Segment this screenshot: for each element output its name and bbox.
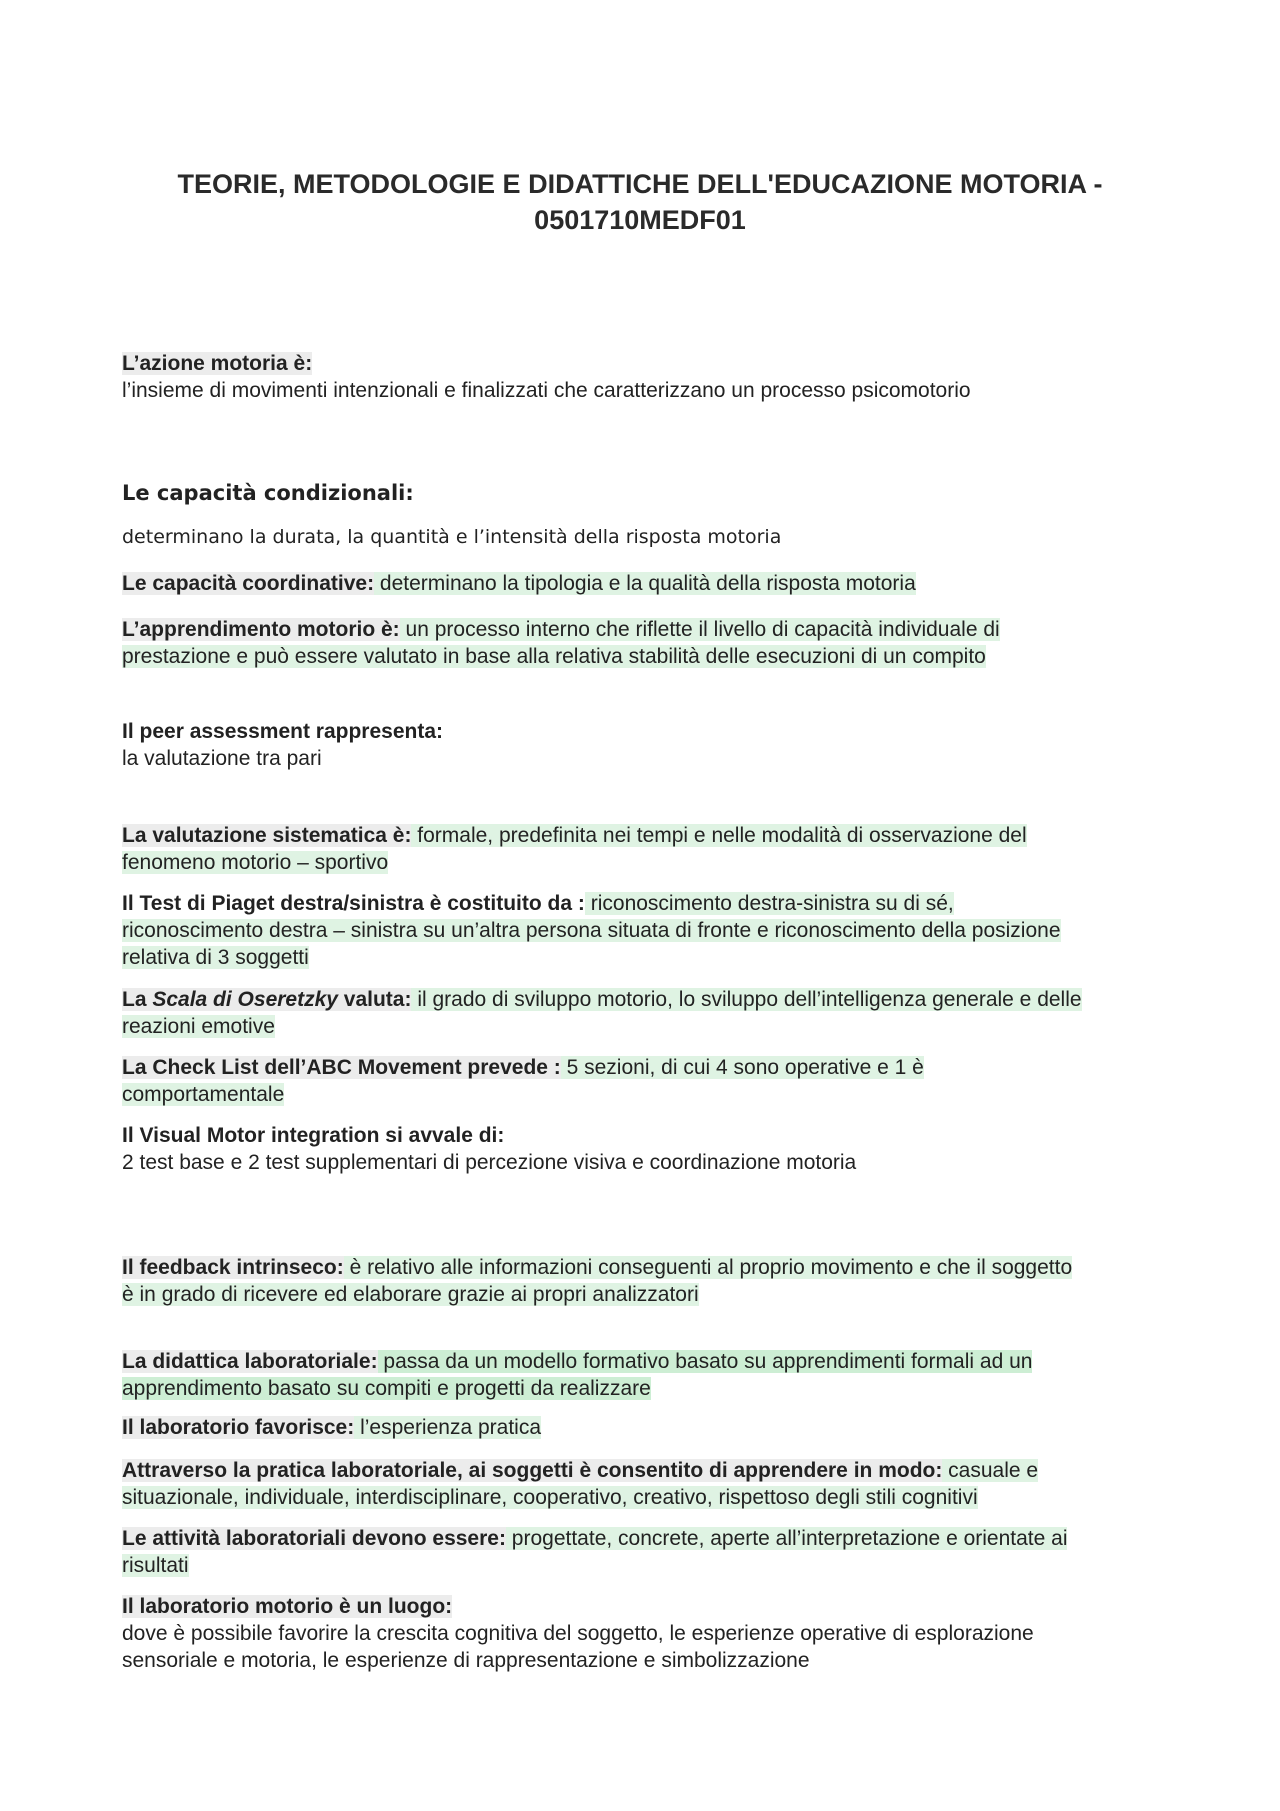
answer-line-2: fenomeno motorio – sportivo bbox=[122, 851, 389, 874]
answer-line-1: progettate, concrete, aperte all’interpretazione e orientate ai bbox=[505, 1527, 1068, 1550]
answer: 2 test base e 2 test supplementari di percezione visiva e coordinazione motoria bbox=[122, 1151, 857, 1174]
question: Le capacità condizionali: bbox=[122, 481, 414, 505]
page-title bbox=[120, 166, 1160, 238]
question: Le attività laboratoriali devono essere: bbox=[122, 1527, 506, 1550]
question: Il laboratorio motorio è un luogo: bbox=[122, 1595, 453, 1618]
question: La valutazione sistematica è: bbox=[122, 824, 412, 847]
item-didattica-laboratoriale bbox=[122, 1348, 1172, 1402]
item-capacita-coordinative bbox=[122, 570, 1172, 597]
question: La didattica laboratoriale: bbox=[122, 1350, 378, 1373]
question: Il peer assessment rappresenta: bbox=[122, 720, 443, 743]
question: La Scala di Oseretzky valuta: bbox=[122, 988, 412, 1011]
answer-line-2: comportamentale bbox=[122, 1083, 285, 1106]
answer-line-1: casuale e bbox=[942, 1459, 1039, 1482]
answer-line-2: reazioni emotive bbox=[122, 1015, 275, 1038]
answer-line-1: un processo interno che riflette il livello di capacità individuale di bbox=[399, 618, 1000, 641]
oseretzky-italic: Scala di Oseretzky bbox=[152, 988, 338, 1011]
item-valutazione-sistematica bbox=[122, 822, 1172, 876]
title-line-1: TEORIE, METODOLOGIE E DIDATTICHE DELL'EDUCAZIONE MOTORIA - bbox=[177, 169, 1103, 199]
item-check-list-abc bbox=[122, 1054, 1172, 1108]
answer-line-1: riconoscimento destra-sinistra su di sé, bbox=[584, 892, 954, 915]
item-attivita-laboratoriali bbox=[122, 1525, 1172, 1579]
item-scala-oseretzky bbox=[122, 986, 1172, 1040]
question: Le capacità coordinative: bbox=[122, 572, 375, 595]
answer: l’esperienza pratica bbox=[354, 1416, 541, 1439]
question: Il feedback intrinseco: bbox=[122, 1256, 344, 1279]
answer-line-2: è in grado di ricevere ed elaborare grazie ai propri analizzatori bbox=[122, 1283, 699, 1306]
answer-line-1: è relativo alle informazioni conseguenti al proprio movimento e che il soggetto bbox=[343, 1256, 1073, 1279]
answer-line-2: risultati bbox=[122, 1554, 189, 1577]
item-capacita-condizionali-answer bbox=[122, 524, 1172, 551]
item-laboratorio-favorisce bbox=[122, 1414, 1172, 1441]
answer-line-2: prestazione e può essere valutato in base alla relativa stabilità delle esecuzioni di un compito bbox=[122, 645, 986, 668]
answer: l’insieme di movimenti intenzionali e finalizzati che caratterizzano un processo psicomotorio bbox=[122, 379, 971, 402]
question: Il laboratorio favorisce: bbox=[122, 1416, 355, 1439]
answer-line-1: formale, predefinita nei tempi e nelle modalità di osservazione del bbox=[411, 824, 1027, 847]
answer: la valutazione tra pari bbox=[122, 747, 322, 770]
item-apprendimento-motorio bbox=[122, 616, 1172, 670]
answer-line-2: apprendimento basato su compiti e progetti da realizzare bbox=[122, 1377, 651, 1400]
item-peer-assessment bbox=[122, 718, 1172, 772]
question: La Check List dell’ABC Movement prevede : bbox=[122, 1056, 561, 1079]
question: L’apprendimento motorio è: bbox=[122, 618, 400, 641]
question: Attraverso la pratica laboratoriale, ai soggetti è consentito di apprendere in modo: bbox=[122, 1459, 943, 1482]
answer-line-2: situazionale, individuale, interdisciplinare, cooperativo, creativo, rispettoso degli stili cognitivi bbox=[122, 1486, 978, 1509]
answer-line-1: dove è possibile favorire la crescita cognitiva del soggetto, le esperienze operative di esplorazione bbox=[122, 1622, 1034, 1645]
question: Il Visual Motor integration si avvale di: bbox=[122, 1124, 505, 1147]
answer: determinano la durata, la quantità e l’intensità della risposta motoria bbox=[122, 526, 782, 548]
answer-line-1: 5 sezioni, di cui 4 sono operative e 1 è bbox=[560, 1056, 924, 1079]
item-feedback-intrinseco bbox=[122, 1254, 1172, 1308]
answer-line-1: il grado di sviluppo motorio, lo sviluppo dell’intelligenza generale e delle bbox=[411, 988, 1082, 1011]
answer-line-2: sensoriale e motoria, le esperienze di rappresentazione e simbolizzazione bbox=[122, 1649, 810, 1672]
item-visual-motor bbox=[122, 1122, 1172, 1176]
question: Il Test di Piaget destra/sinistra è costituito da : bbox=[122, 892, 585, 915]
title-line-2: 0501710MEDF01 bbox=[534, 205, 746, 235]
item-pratica-laboratoriale bbox=[122, 1457, 1172, 1511]
item-laboratorio-motorio bbox=[122, 1593, 1172, 1674]
item-capacita-condizionali bbox=[122, 480, 1172, 507]
question: L’azione motoria è: bbox=[122, 352, 313, 375]
answer: determinano la tipologia e la qualità della risposta motoria bbox=[374, 572, 916, 595]
answer-line-1: passa da un modello formativo basato su apprendimenti formali ad un bbox=[377, 1350, 1033, 1373]
item-azione-motoria bbox=[122, 350, 1172, 404]
item-test-piaget bbox=[122, 890, 1172, 971]
answer-line-3: relativa di 3 soggetti bbox=[122, 946, 309, 969]
answer-line-2: riconoscimento destra – sinistra su un’altra persona situata di fronte e riconoscimento della posizione bbox=[122, 919, 1061, 942]
